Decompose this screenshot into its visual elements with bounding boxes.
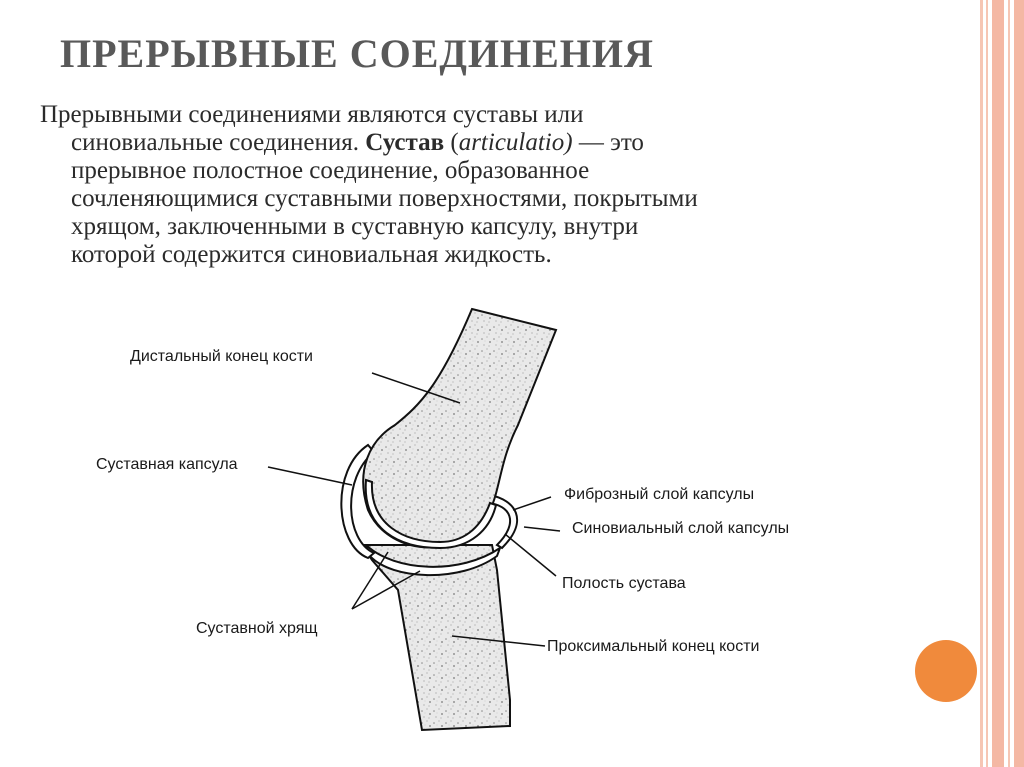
label-fibrous-layer: Фиброзный слой капсулы — [564, 486, 755, 503]
pointer-fibrous-layer — [513, 497, 551, 510]
distal-bone — [363, 309, 556, 548]
pointer-cartilage-lower — [352, 552, 388, 609]
paragraph-text: синовиальные соединения. — [71, 129, 366, 156]
paragraph-line-4: сочленяющимися суставными поверхностями, покрытыми — [71, 185, 698, 212]
label-distal-end: Дистальный конец кости — [130, 348, 313, 365]
label-proximal-end: Проксимальный конец кости — [547, 638, 760, 655]
paragraph-line-6: которой содержится синовиальная жидкость. — [71, 241, 552, 268]
paragraph-text: — это — [572, 129, 644, 156]
latin-term: articulatio) — [458, 129, 573, 156]
label-articular-cartilage: Суставной хрящ — [196, 620, 318, 637]
label-synovial-layer: Синовиальный слой капсулы — [572, 520, 790, 537]
pointer-joint-cavity — [505, 534, 556, 576]
label-joint-cavity: Полость сустава — [562, 575, 686, 592]
pointer-joint-capsule — [268, 467, 352, 485]
label-joint-capsule: Суставная капсула — [96, 456, 238, 473]
accent-circle — [915, 640, 977, 702]
pointer-synovial-layer — [524, 527, 560, 531]
paragraph-line-1: Прерывными соединениями являются суставы или — [40, 101, 584, 128]
term-bold: Сустав — [365, 129, 445, 156]
page-title: ПРЕРЫВНЫЕ СОЕДИНЕНИЯ — [60, 31, 654, 76]
paragraph-line-5: хрящом, заключенными в суставную капсулу, внутри — [71, 213, 639, 240]
paragraph-text: ( — [444, 129, 459, 156]
paragraph-line-3: прерывное полостное соединение, образованное — [71, 157, 590, 184]
